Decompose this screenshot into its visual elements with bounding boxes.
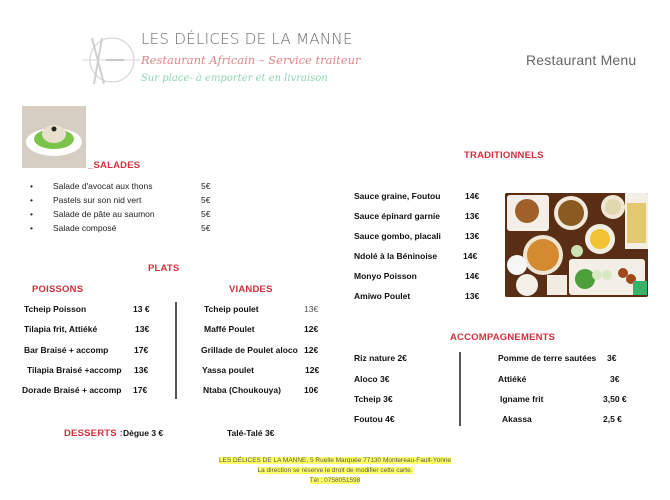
brand-subtitle: Restaurant Africain – Service traiteur xyxy=(141,53,361,67)
traditionnel-price: 14€ xyxy=(463,251,478,261)
viande-item: Grillade de Poulet aloco xyxy=(201,345,298,355)
african-dishes-photo xyxy=(505,193,648,297)
poisson-item: Tilapia Braisé +accomp xyxy=(27,365,122,375)
poissons-title: POISSONS xyxy=(32,284,84,295)
accomp-right-item: Attiéké xyxy=(498,374,527,384)
viande-item: Maffé Poulet xyxy=(204,324,255,334)
traditionnel-item: Sauce gombo, placali xyxy=(354,231,441,241)
accomp-left-item: Aloco 3€ xyxy=(354,374,390,384)
viande-item: Yassa poulet xyxy=(202,365,254,375)
viande-item: Ntaba (Choukouya) xyxy=(203,385,281,395)
accomp-left-item: Riz nature 2€ xyxy=(354,353,407,363)
poisson-price: 13 € xyxy=(133,304,150,314)
poisson-price: 13€ xyxy=(135,324,150,334)
plats-title: PLATS xyxy=(148,263,180,274)
traditionnel-item: Amiwo Poulet xyxy=(354,291,411,301)
footer-phone: Tél : 0758051598 xyxy=(309,477,361,484)
viande-price: 12€ xyxy=(304,345,319,355)
accomp-right-item: Igname frit xyxy=(500,394,544,404)
poisson-item: Dorade Braisé + accomp xyxy=(22,385,122,395)
menu-label: Restaurant Menu xyxy=(526,52,637,68)
brand-tagline: Sur place- à emporter et en livraison xyxy=(141,73,328,84)
accompagnements-title: ACCOMPAGNEMENTS xyxy=(450,332,556,343)
traditionnels-title: TRADITIONNELS xyxy=(464,150,544,161)
traditionnel-price: 14€ xyxy=(465,271,480,281)
viande-price: 12€ xyxy=(304,324,319,334)
accomp-right-price: 3€ xyxy=(607,353,617,363)
salad-photo xyxy=(22,106,86,168)
dessert-item: Dègue 3 € xyxy=(123,428,164,438)
poisson-price: 17€ xyxy=(134,345,149,355)
bullet-icon: • xyxy=(30,209,33,219)
accomp-right-price: 3,50 € xyxy=(603,394,627,404)
bullet-icon: • xyxy=(30,181,33,191)
traditionnel-price: 13€ xyxy=(465,231,480,241)
footer xyxy=(190,456,480,486)
viande-item: Tcheip poulet xyxy=(204,304,259,314)
accomp-left-item: Tcheip 3€ xyxy=(354,394,393,404)
fork-knife-plate-logo-icon xyxy=(80,32,142,88)
poisson-item: Tcheip Poisson xyxy=(24,304,87,314)
poisson-item: Bar Braisé + accomp xyxy=(24,345,109,355)
poisson-price: 13€ xyxy=(134,365,149,375)
dessert-item: Talé-Talé 3€ xyxy=(227,428,275,438)
accomp-right-price: 3€ xyxy=(610,374,620,384)
traditionnel-price: 13€ xyxy=(465,291,480,301)
traditionnel-item: Ndolé à la Béninoise xyxy=(354,251,438,261)
salades-title: _SALADES xyxy=(88,160,141,171)
footer-address: LES DÉLICES DE LA MANNE, 5 Ruelle Marquée 77130 Montereau-Fault-Yonne xyxy=(218,457,452,464)
accomp-right-item: Pomme de terre sautées xyxy=(498,353,597,363)
traditionnel-item: Sauce épinard garnie xyxy=(354,211,440,221)
column-divider xyxy=(459,352,461,426)
brand-title: LES DÉLICES DE LA MANNE xyxy=(141,30,353,48)
accomp-left-item: Foutou 4€ xyxy=(354,414,395,424)
viande-price: 13€ xyxy=(304,304,319,314)
traditionnel-price: 13€ xyxy=(465,211,480,221)
viandes-title: VIANDES xyxy=(229,284,273,295)
poisson-item: Tilapia frit, Attiéké xyxy=(24,324,98,334)
bullet-icon: • xyxy=(30,195,33,205)
accomp-right-price: 2,5 € xyxy=(603,414,622,424)
traditionnel-price: 14€ xyxy=(465,191,480,201)
bullet-icon: • xyxy=(30,223,33,233)
poisson-price: 17€ xyxy=(133,385,148,395)
desserts-title: DESSERTS : xyxy=(64,428,124,439)
viande-price: 10€ xyxy=(304,385,319,395)
column-divider xyxy=(175,302,177,399)
footer-disclaimer: La direction se réserve le droit de modifier cette carte. xyxy=(257,467,413,474)
traditionnel-item: Monyo Poisson xyxy=(354,271,417,281)
accomp-right-item: Akassa xyxy=(502,414,532,424)
traditionnel-item: Sauce graine, Foutou xyxy=(354,191,441,201)
viande-price: 12€ xyxy=(305,365,320,375)
